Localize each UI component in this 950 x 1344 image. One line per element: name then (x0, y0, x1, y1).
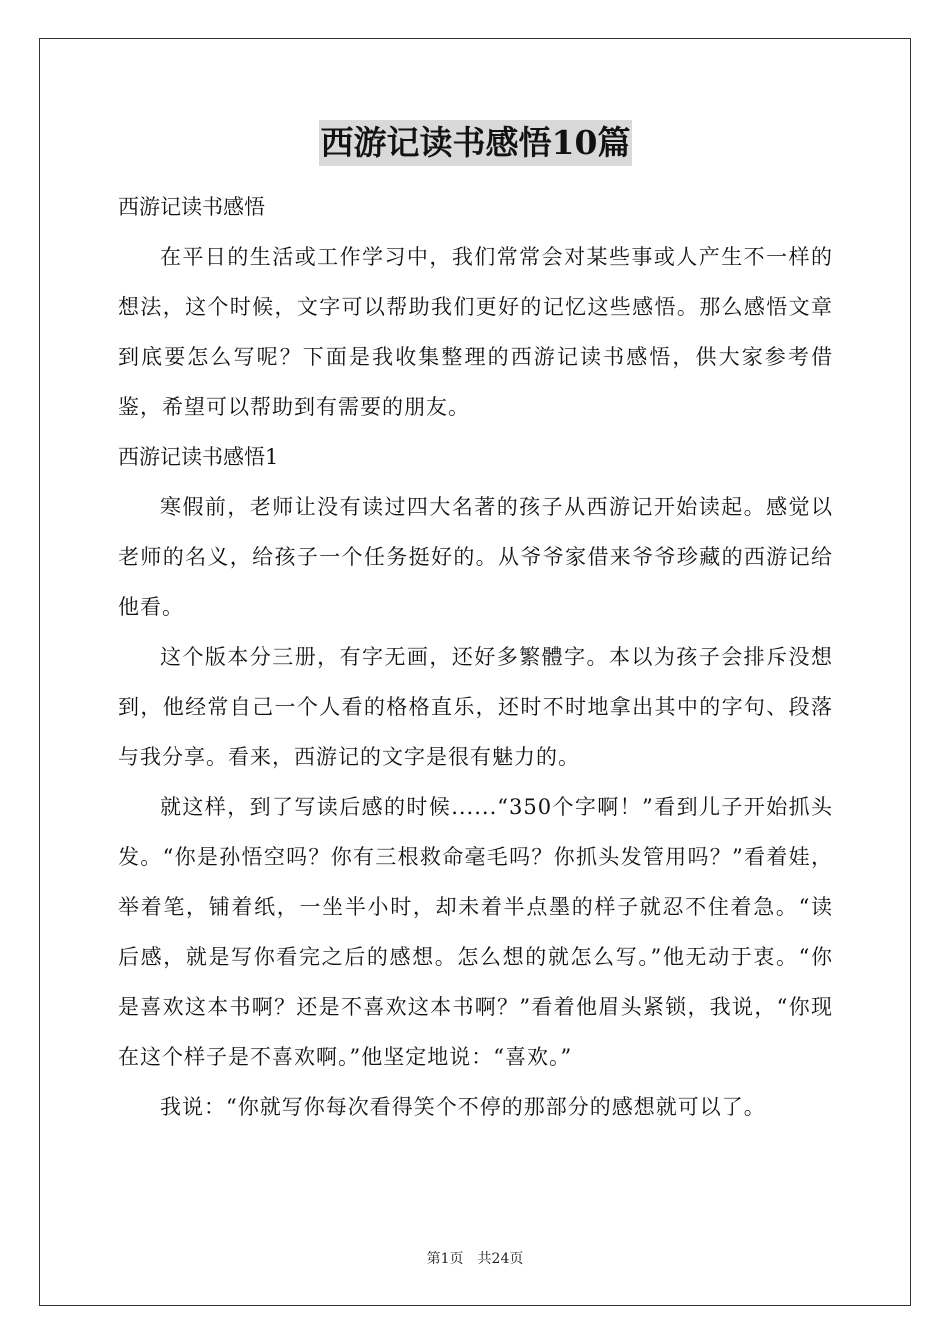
paragraph-1: 寒假前，老师让没有读过四大名著的孩子从西游记开始读起。感觉以老师的名义，给孩子一个任务挺好的。从爷爷家借来爷爷珍藏的西游记给他看。 (118, 495, 833, 619)
title-container (118, 120, 833, 178)
document-body (118, 120, 833, 1132)
page-number-footer: 第1页 共24页 (426, 1251, 524, 1267)
intro-heading: 西游记读书感悟 (118, 195, 265, 219)
paragraph-4: 我说：“你就写你每次看得笑个不停的那部分的感想就可以了。 (160, 1095, 766, 1119)
intro-paragraph: 在平日的生活或工作学习中，我们常常会对某些事或人产生不一样的想法，这个时候，文字可以帮助我们更好的记忆这些感悟。那么感悟文章到底要怎么写呢？下面是我收集整理的西游记读书感悟，供大家参考借鉴，希望可以帮助到有需要的朋友。 (118, 245, 833, 419)
paragraph-2: 这个版本分三册，有字无画，还好多繁體字。本以为孩子会排斥没想到，他经常自己一个人看的格格直乐，还时不时地拿出其中的字句、段落与我分享。看来，西游记的文字是很有魅力的。 (118, 645, 833, 769)
document-title: 西游记读书感悟10篇 (319, 120, 633, 166)
paragraph-3: 就这样，到了写读后感的时候......“350个字啊！”看到儿子开始抓头发。“你是孙悟空吗？你有三根救命毫毛吗？你抓头发管用吗？”看着娃，举着笔，铺着纸，一坐半小时，却未着半点墨的样子就忍不住着急。“读后感，就是写你看完之后的感想。怎么想的就怎么写。”他无动于衷。“你是喜欢这本书啊？还是不喜欢这本书啊？”看着他眉头紧锁，我说，“你现在这个样子是不喜欢啊。”他坚定地说：“喜欢。” (118, 795, 833, 1069)
section-heading: 西游记读书感悟1 (118, 445, 279, 469)
